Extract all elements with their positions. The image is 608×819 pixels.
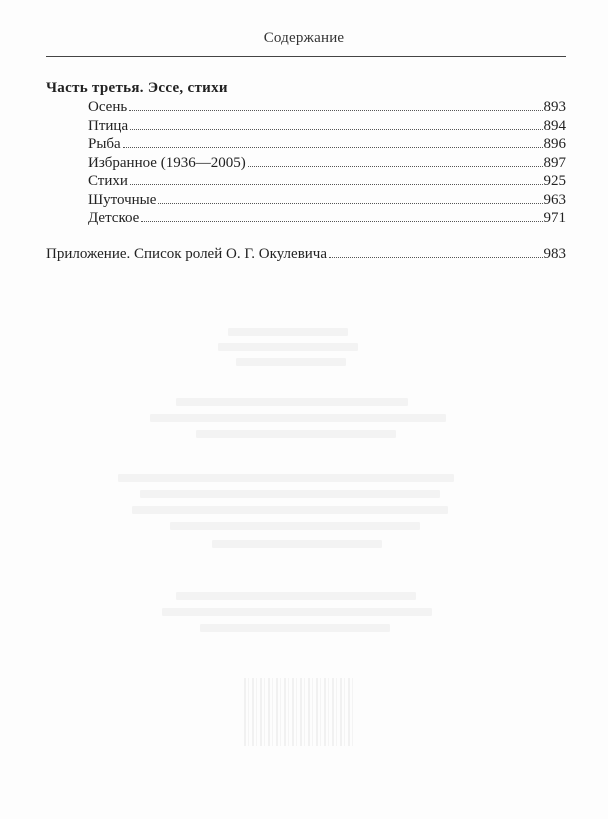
bleed-through-block [200, 624, 390, 632]
running-title: Содержание [263, 30, 345, 46]
toc-entry-label: Шуточные [88, 191, 157, 208]
toc-entry-stikhi[interactable] [46, 172, 566, 191]
dot-leader [130, 128, 542, 130]
header-rule [46, 56, 566, 57]
toc-entry-label: Детское [88, 210, 140, 226]
toc-entry-detskoe[interactable] [46, 209, 566, 228]
toc-entry-shutochnye[interactable] [46, 191, 566, 210]
dot-leader [141, 220, 542, 222]
toc-entry-ryba[interactable] [46, 135, 566, 154]
bleed-through-block [212, 540, 382, 548]
toc-entry-appendix[interactable] [46, 244, 566, 264]
bleed-through-block [140, 490, 440, 498]
toc-entry-label: Избранное (1936—2005) [88, 154, 246, 171]
dot-leader [248, 165, 543, 167]
toc-entry-page: 896 [543, 136, 566, 152]
bleed-through-block [150, 414, 446, 422]
bleed-through-block [228, 328, 348, 336]
bleed-through-block [118, 474, 454, 482]
toc-entry-ptitsa[interactable] [46, 117, 566, 136]
toc-entry-page: 893 [543, 99, 566, 115]
toc-entry-page: 894 [543, 117, 566, 134]
bleed-through-block [162, 608, 432, 616]
toc-entry-label: Приложение. Список ролей О. Г. Окулевича [46, 245, 328, 262]
toc-entry-label: Рыба [88, 136, 121, 152]
toc-entry-label: Стихи [88, 173, 128, 189]
table-of-contents [46, 78, 566, 264]
dot-leader [130, 183, 543, 185]
bleed-through-block [218, 343, 358, 351]
bleed-through-block [236, 358, 346, 366]
bleed-through-barcode [244, 678, 354, 746]
dot-leader [158, 202, 542, 204]
bleed-through-block [176, 592, 416, 600]
bleed-through-block [196, 430, 396, 438]
toc-entry-label: Осень [88, 99, 128, 115]
bleed-through-block [132, 506, 448, 514]
toc-entry-page: 897 [543, 154, 566, 171]
toc-entry-page: 983 [543, 245, 566, 262]
dot-leader [129, 109, 542, 111]
toc-entry-page: 925 [543, 173, 566, 189]
toc-entry-label: Птица [88, 117, 129, 134]
bleed-through-block [170, 522, 420, 530]
toc-entry-page: 963 [543, 191, 566, 208]
toc-entry-izbrannoe[interactable] [46, 154, 566, 173]
toc-entry-osen[interactable] [46, 98, 566, 117]
dot-leader [329, 256, 542, 258]
bleed-through-block [176, 398, 408, 406]
part-title: Часть третья. Эссе, стихи [46, 80, 228, 96]
dot-leader [123, 146, 543, 148]
toc-entry-page: 971 [543, 210, 566, 226]
